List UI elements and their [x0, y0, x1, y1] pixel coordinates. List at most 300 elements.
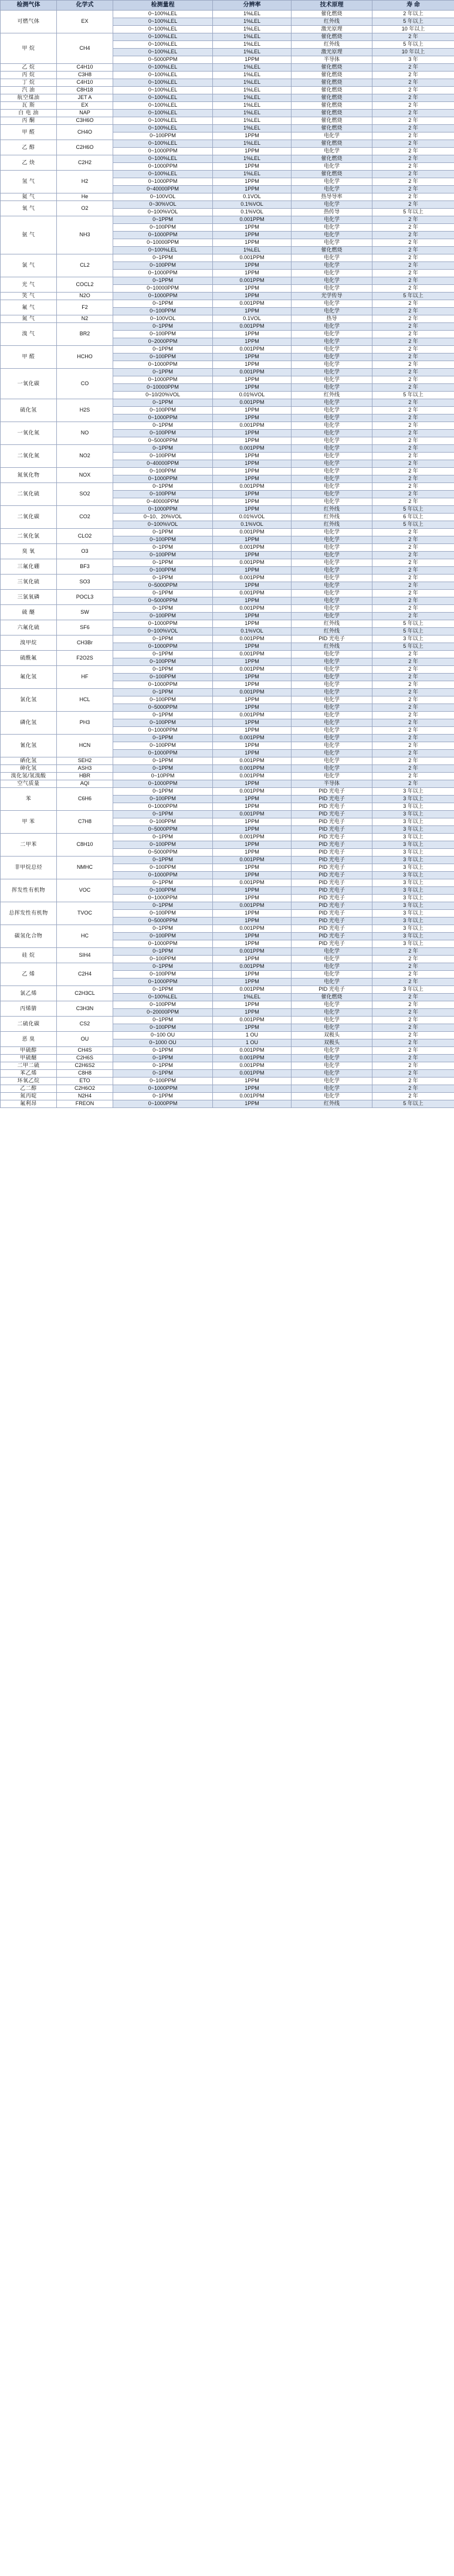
technology-cell: 电化学 [292, 468, 372, 475]
gas-name-cell: 氯化氢 [1, 689, 57, 712]
resolution-cell: 1PPM [213, 803, 292, 811]
table-row [1, 254, 454, 262]
lifetime-cell: 2 年 [372, 978, 454, 986]
range-cell: 0~100VOL [113, 315, 213, 323]
technology-cell: 催化燃烧 [292, 79, 372, 87]
range-cell: 0~1000PPM [113, 475, 213, 483]
formula-cell: F2O2S [57, 651, 113, 666]
technology-cell: 双极头 [292, 1032, 372, 1039]
formula-cell: TVOC [57, 902, 113, 925]
technology-cell: PID 光电子 [292, 849, 372, 857]
technology-cell: 电化学 [292, 1085, 372, 1093]
lifetime-cell: 5 年以上 [372, 521, 454, 529]
table-row [1, 773, 454, 780]
lifetime-cell: 2 年 [372, 64, 454, 72]
table-row [1, 1032, 454, 1039]
technology-cell: 电化学 [292, 704, 372, 712]
resolution-cell: 1%LEL [213, 33, 292, 41]
technology-cell: 电化学 [292, 483, 372, 491]
technology-cell: 电化学 [292, 163, 372, 171]
lifetime-cell: 3 年以上 [372, 895, 454, 902]
resolution-cell: 1PPM [213, 148, 292, 155]
gas-name-cell: 氟利昂 [1, 1100, 57, 1108]
resolution-cell: 1PPM [213, 971, 292, 978]
range-cell: 0~1PPM [113, 1070, 213, 1078]
formula-cell: F2 [57, 300, 113, 315]
lifetime-cell: 2 年 [372, 613, 454, 620]
resolution-cell: 0.001PPM [213, 925, 292, 933]
formula-cell: SIH4 [57, 948, 113, 963]
resolution-cell: 0.001PPM [213, 575, 292, 582]
technology-cell: 电化学 [292, 254, 372, 262]
lifetime-cell: 3 年以上 [372, 872, 454, 879]
range-cell: 0~1PPM [113, 399, 213, 407]
technology-cell: 电化学 [292, 605, 372, 613]
table-row [1, 666, 454, 674]
lifetime-cell: 2 年 [372, 414, 454, 422]
range-cell: 0~100%VOL [113, 628, 213, 635]
range-cell: 0~1000PPM [113, 506, 213, 514]
formula-cell: CS2 [57, 1017, 113, 1032]
gas-name-cell: 航空煤油 [1, 94, 57, 102]
technology-cell: 电化学 [292, 536, 372, 544]
range-cell: 0~100%LEL [113, 41, 213, 49]
formula-cell: N2 [57, 315, 113, 323]
resolution-cell: 1PPM [213, 681, 292, 689]
lifetime-cell: 2 年 [372, 262, 454, 270]
resolution-cell: 1PPM [213, 239, 292, 247]
range-cell: 0~100%LEL [113, 155, 213, 163]
table-row [1, 1047, 454, 1055]
technology-cell: 电化学 [292, 407, 372, 414]
gas-name-cell: 二甲二硫 [1, 1062, 57, 1070]
lifetime-cell: 3 年以上 [372, 826, 454, 834]
range-cell: 0~40000PPM [113, 186, 213, 193]
table-row [1, 468, 454, 475]
table-row [1, 948, 454, 956]
lifetime-cell: 2 年 [372, 453, 454, 460]
lifetime-cell: 3 年以上 [372, 811, 454, 818]
technology-cell: 电化学 [292, 224, 372, 232]
resolution-cell: 1PPM [213, 841, 292, 849]
technology-cell: 电化学 [292, 445, 372, 453]
table-row [1, 422, 454, 430]
range-cell: 0~100PPM [113, 658, 213, 666]
resolution-cell: 0.001PPM [213, 963, 292, 971]
gas-name-cell: 氮氧化物 [1, 468, 57, 483]
technology-cell: 电化学 [292, 529, 372, 536]
resolution-cell: 0.001PPM [213, 1047, 292, 1055]
resolution-cell: 1PPM [213, 1001, 292, 1009]
lifetime-cell: 2 年 [372, 742, 454, 750]
technology-cell: PID 光电子 [292, 818, 372, 826]
range-cell: 0~1PPM [113, 422, 213, 430]
range-cell: 0~1PPM [113, 1055, 213, 1062]
table-body [1, 11, 454, 1108]
lifetime-cell: 2 年 [372, 338, 454, 346]
table-row [1, 1055, 454, 1062]
range-cell: 0~40000PPM [113, 498, 213, 506]
lifetime-cell: 2 年 [372, 79, 454, 87]
resolution-cell: 0.001PPM [213, 323, 292, 331]
technology-cell: 电化学 [292, 422, 372, 430]
gas-name-cell: 甲 苯 [1, 811, 57, 834]
table-row [1, 315, 454, 323]
formula-cell: C6H6 [57, 788, 113, 811]
resolution-cell: 1PPM [213, 407, 292, 414]
resolution-cell: 1%LEL [213, 994, 292, 1001]
technology-cell: 红外线 [292, 643, 372, 651]
formula-cell: CO [57, 369, 113, 399]
formula-cell: SEH2 [57, 757, 113, 765]
range-cell: 0~1000PPM [113, 163, 213, 171]
resolution-cell: 1PPM [213, 361, 292, 369]
lifetime-cell: 2 年 [372, 704, 454, 712]
technology-cell: 电化学 [292, 666, 372, 674]
gas-name-cell: 溴化氢/氢溴酸 [1, 773, 57, 780]
lifetime-cell: 2 年 [372, 1024, 454, 1032]
lifetime-cell: 3 年以上 [372, 818, 454, 826]
range-cell: 0~100PPM [113, 354, 213, 361]
range-cell: 0~100PPM [113, 887, 213, 895]
gas-name-cell: 乙 烷 [1, 64, 57, 72]
formula-cell: NO [57, 422, 113, 445]
table-row [1, 346, 454, 354]
resolution-cell: 0.001PPM [213, 399, 292, 407]
formula-cell: C8H8 [57, 1070, 113, 1078]
formula-cell: AQI [57, 780, 113, 788]
formula-cell: HCHO [57, 346, 113, 369]
gas-name-cell: 溴甲烷 [1, 635, 57, 651]
lifetime-cell: 2 年 [372, 468, 454, 475]
technology-cell: 电化学 [292, 559, 372, 567]
resolution-cell: 1%LEL [213, 26, 292, 33]
table-row [1, 857, 454, 864]
gas-name-cell: 三氧化硫 [1, 575, 57, 590]
range-cell: 0~1PPM [113, 757, 213, 765]
lifetime-cell: 2 年 [372, 1032, 454, 1039]
range-cell: 0~1PPM [113, 948, 213, 956]
table-row [1, 506, 454, 514]
gas-name-cell: 碳氢化合物 [1, 925, 57, 948]
technology-cell: PID 光电子 [292, 917, 372, 925]
gas-name-cell: 硫化氢 [1, 399, 57, 422]
technology-cell: 电化学 [292, 978, 372, 986]
lifetime-cell: 2 年 [372, 1085, 454, 1093]
lifetime-cell: 2 年 [372, 971, 454, 978]
lifetime-cell: 2 年 [372, 956, 454, 963]
range-cell: 0~1000PPM [113, 293, 213, 300]
formula-cell: C3H8 [57, 72, 113, 79]
formula-cell: ASH3 [57, 765, 113, 773]
technology-cell: 催化燃烧 [292, 94, 372, 102]
technology-cell: 电化学 [292, 216, 372, 224]
gas-name-cell: 乙 烯 [1, 963, 57, 986]
resolution-cell: 1PPM [213, 232, 292, 239]
resolution-cell: 1PPM [213, 338, 292, 346]
lifetime-cell: 2 年 [372, 140, 454, 148]
table-row [1, 216, 454, 224]
technology-cell: 催化燃烧 [292, 994, 372, 1001]
range-cell: 0~1PPM [113, 216, 213, 224]
table-row [1, 201, 454, 209]
range-cell: 0~5000PPM [113, 917, 213, 925]
resolution-cell: 0.1%VOL [213, 628, 292, 635]
gas-name-cell: 二硫化碳 [1, 1017, 57, 1032]
range-cell: 0~1000PPM [113, 750, 213, 757]
resolution-cell: 1PPM [213, 727, 292, 735]
resolution-cell: 0.01%VOL [213, 392, 292, 399]
gas-name-cell: 二甲苯 [1, 834, 57, 857]
technology-cell: PID 光电子 [292, 872, 372, 879]
table-row [1, 712, 454, 719]
range-cell: 0~1PPM [113, 1062, 213, 1070]
resolution-cell: 1%LEL [213, 125, 292, 132]
lifetime-cell: 2 年 [372, 323, 454, 331]
resolution-cell: 1PPM [213, 620, 292, 628]
range-cell: 0~100VOL [113, 193, 213, 201]
resolution-cell: 1PPM [213, 308, 292, 315]
resolution-cell: 0.001PPM [213, 986, 292, 994]
technology-cell: 红外线 [292, 392, 372, 399]
range-cell: 0~100%LEL [113, 94, 213, 102]
technology-cell: 电化学 [292, 285, 372, 293]
range-cell: 0~1PPM [113, 1017, 213, 1024]
range-cell: 0~1PPM [113, 879, 213, 887]
range-cell: 0~100PPM [113, 430, 213, 437]
lifetime-cell: 2 年 [372, 445, 454, 453]
formula-cell: N2O [57, 293, 113, 300]
technology-cell: 电化学 [292, 750, 372, 757]
gas-name-cell: 苯 [1, 788, 57, 811]
table-row [1, 369, 454, 376]
lifetime-cell: 2 年 [372, 689, 454, 696]
table-row [1, 155, 454, 163]
lifetime-cell: 2 年 [372, 582, 454, 590]
lifetime-cell: 2 年 [372, 780, 454, 788]
table-row [1, 171, 454, 178]
lifetime-cell: 3 年以上 [372, 841, 454, 849]
range-cell: 0~1000PPM [113, 1100, 213, 1108]
range-cell: 0~100%LEL [113, 33, 213, 41]
technology-cell: PID 光电子 [292, 895, 372, 902]
lifetime-cell: 2 年 [372, 658, 454, 666]
resolution-cell: 1PPM [213, 978, 292, 986]
lifetime-cell: 2 年 [372, 773, 454, 780]
lifetime-cell: 2 年 [372, 712, 454, 719]
lifetime-cell: 3 年以上 [372, 635, 454, 643]
table-row [1, 110, 454, 117]
gas-name-cell: 空气质量 [1, 780, 57, 788]
table-row [1, 986, 454, 994]
range-cell: 0~100%LEL [113, 117, 213, 125]
technology-cell: 电化学 [292, 1093, 372, 1100]
lifetime-cell: 3 年以上 [372, 879, 454, 887]
table-row [1, 757, 454, 765]
range-cell: 0~100%LEL [113, 11, 213, 18]
resolution-cell: 0.001PPM [213, 635, 292, 643]
lifetime-cell: 2 年 [372, 384, 454, 392]
gas-name-cell: 硫酰氟 [1, 651, 57, 666]
resolution-cell: 1PPM [213, 354, 292, 361]
lifetime-cell: 2 年 [372, 948, 454, 956]
resolution-cell: 1%LEL [213, 11, 292, 18]
lifetime-cell: 3 年 [372, 56, 454, 64]
range-cell: 0~100PPM [113, 696, 213, 704]
resolution-cell: 0.001PPM [213, 1093, 292, 1100]
range-cell: 0~10000PPM [113, 384, 213, 392]
gas-name-cell: 瓦 斯 [1, 102, 57, 110]
technology-cell: 电化学 [292, 498, 372, 506]
resolution-cell: 0.001PPM [213, 902, 292, 910]
technology-cell: 电化学 [292, 1055, 372, 1062]
resolution-cell: 0.001PPM [213, 1062, 292, 1070]
resolution-cell: 1PPM [213, 437, 292, 445]
technology-cell: 热导 [292, 315, 372, 323]
gas-name-cell: 氧 气 [1, 201, 57, 216]
lifetime-cell: 3 年以上 [372, 834, 454, 841]
table-row [1, 1062, 454, 1070]
resolution-cell: 1PPM [213, 742, 292, 750]
lifetime-cell: 2 年 [372, 354, 454, 361]
formula-cell: JET A [57, 94, 113, 102]
technology-cell: 催化燃烧 [292, 72, 372, 79]
gas-name-cell: 丁 烷 [1, 79, 57, 87]
table-row [1, 117, 454, 125]
technology-cell: 电化学 [292, 460, 372, 468]
resolution-cell: 1PPM [213, 1085, 292, 1093]
lifetime-cell: 2 年 [372, 529, 454, 536]
resolution-cell: 1PPM [213, 872, 292, 879]
technology-cell: 电化学 [292, 232, 372, 239]
technology-cell: 催化燃烧 [292, 87, 372, 94]
range-cell: 0~100PPM [113, 613, 213, 620]
formula-cell: CH4 [57, 33, 113, 64]
resolution-cell: 0.001PPM [213, 346, 292, 354]
lifetime-cell: 3 年以上 [372, 902, 454, 910]
lifetime-cell: 5 年以上 [372, 620, 454, 628]
technology-cell: PID 光电子 [292, 857, 372, 864]
lifetime-cell: 2 年 [372, 117, 454, 125]
technology-cell: 电化学 [292, 338, 372, 346]
lifetime-cell: 2 年 [372, 491, 454, 498]
range-cell: 0~1PPM [113, 666, 213, 674]
technology-cell: 电化学 [292, 270, 372, 277]
technology-cell: PID 光电子 [292, 887, 372, 895]
lifetime-cell: 2 年 [372, 72, 454, 79]
resolution-cell: 1PPM [213, 270, 292, 277]
range-cell: 0~1000PPM [113, 270, 213, 277]
technology-cell: 电化学 [292, 1070, 372, 1078]
formula-cell: BF3 [57, 559, 113, 575]
technology-cell: 催化燃烧 [292, 247, 372, 254]
gas-name-cell: 硫 醚 [1, 605, 57, 620]
formula-cell: CLO2 [57, 529, 113, 544]
range-cell: 0~100%LEL [113, 102, 213, 110]
lifetime-cell: 2 年 [372, 178, 454, 186]
technology-cell: 电化学 [292, 453, 372, 460]
range-cell: 0~1PPM [113, 544, 213, 552]
technology-cell: 电化学 [292, 696, 372, 704]
lifetime-cell: 2 年 [372, 651, 454, 658]
range-cell: 0~10000PPM [113, 285, 213, 293]
lifetime-cell: 2 年 [372, 87, 454, 94]
range-cell: 0~100%LEL [113, 140, 213, 148]
formula-cell: C3H3N [57, 1001, 113, 1017]
technology-cell: 电化学 [292, 491, 372, 498]
range-cell: 0~1PPM [113, 369, 213, 376]
range-cell: 0~5000PPM [113, 704, 213, 712]
lifetime-cell: 2 年 [372, 1070, 454, 1078]
range-cell: 0~5000PPM [113, 849, 213, 857]
lifetime-cell: 2 年 [372, 605, 454, 613]
resolution-cell: 1%LEL [213, 155, 292, 163]
range-cell: 0~1PPM [113, 689, 213, 696]
table-row [1, 79, 454, 87]
lifetime-cell: 2 年 [372, 483, 454, 491]
lifetime-cell: 2 年 [372, 94, 454, 102]
resolution-cell: 0.001PPM [213, 834, 292, 841]
technology-cell: 电化学 [292, 437, 372, 445]
gas-name-cell: 氮丙啶 [1, 1093, 57, 1100]
lifetime-cell: 2 年 [372, 544, 454, 552]
resolution-cell: 1PPM [213, 331, 292, 338]
range-cell: 0~40000PPM [113, 460, 213, 468]
formula-cell: HBR [57, 773, 113, 780]
gas-name-cell: 笑 气 [1, 293, 57, 300]
lifetime-cell: 3 年以上 [372, 917, 454, 925]
lifetime-cell: 5 年以上 [372, 18, 454, 26]
technology-cell: 电化学 [292, 582, 372, 590]
technology-cell: 电化学 [292, 613, 372, 620]
range-cell: 0~1PPM [113, 765, 213, 773]
resolution-cell: 1PPM [213, 491, 292, 498]
range-cell: 0~1PPM [113, 1047, 213, 1055]
resolution-cell: 0.001PPM [213, 300, 292, 308]
resolution-cell: 1PPM [213, 1100, 292, 1108]
lifetime-cell: 2 年 [372, 308, 454, 315]
gas-name-cell: 汽 油 [1, 87, 57, 94]
range-cell: 0~100%VOL [113, 521, 213, 529]
range-cell: 0~1PPM [113, 323, 213, 331]
technology-cell: 电化学 [292, 658, 372, 666]
resolution-cell: 1PPM [213, 582, 292, 590]
lifetime-cell: 2 年 [372, 1093, 454, 1100]
range-cell: 0~100PPM [113, 308, 213, 315]
lifetime-cell: 6 年以上 [372, 514, 454, 521]
formula-cell: BR2 [57, 323, 113, 346]
lifetime-cell: 2 年 [372, 247, 454, 254]
technology-cell: 电化学 [292, 475, 372, 483]
gas-name-cell: 乙 炔 [1, 155, 57, 171]
technology-cell: 红外线 [292, 1100, 372, 1108]
technology-cell: 红外线 [292, 18, 372, 26]
resolution-cell: 1%LEL [213, 41, 292, 49]
gas-name-cell: 三氟化硼 [1, 559, 57, 575]
lifetime-cell: 2 年 [372, 696, 454, 704]
resolution-cell: 1PPM [213, 498, 292, 506]
technology-cell: 红外线 [292, 628, 372, 635]
range-cell: 0~5000PPM [113, 437, 213, 445]
resolution-cell: 1PPM [213, 376, 292, 384]
technology-cell: 电化学 [292, 544, 372, 552]
resolution-cell: 1PPM [213, 453, 292, 460]
table-row [1, 193, 454, 201]
formula-cell: C7H8 [57, 811, 113, 834]
technology-cell: 催化燃烧 [292, 102, 372, 110]
resolution-cell: 1PPM [213, 750, 292, 757]
resolution-cell: 0.001PPM [213, 445, 292, 453]
